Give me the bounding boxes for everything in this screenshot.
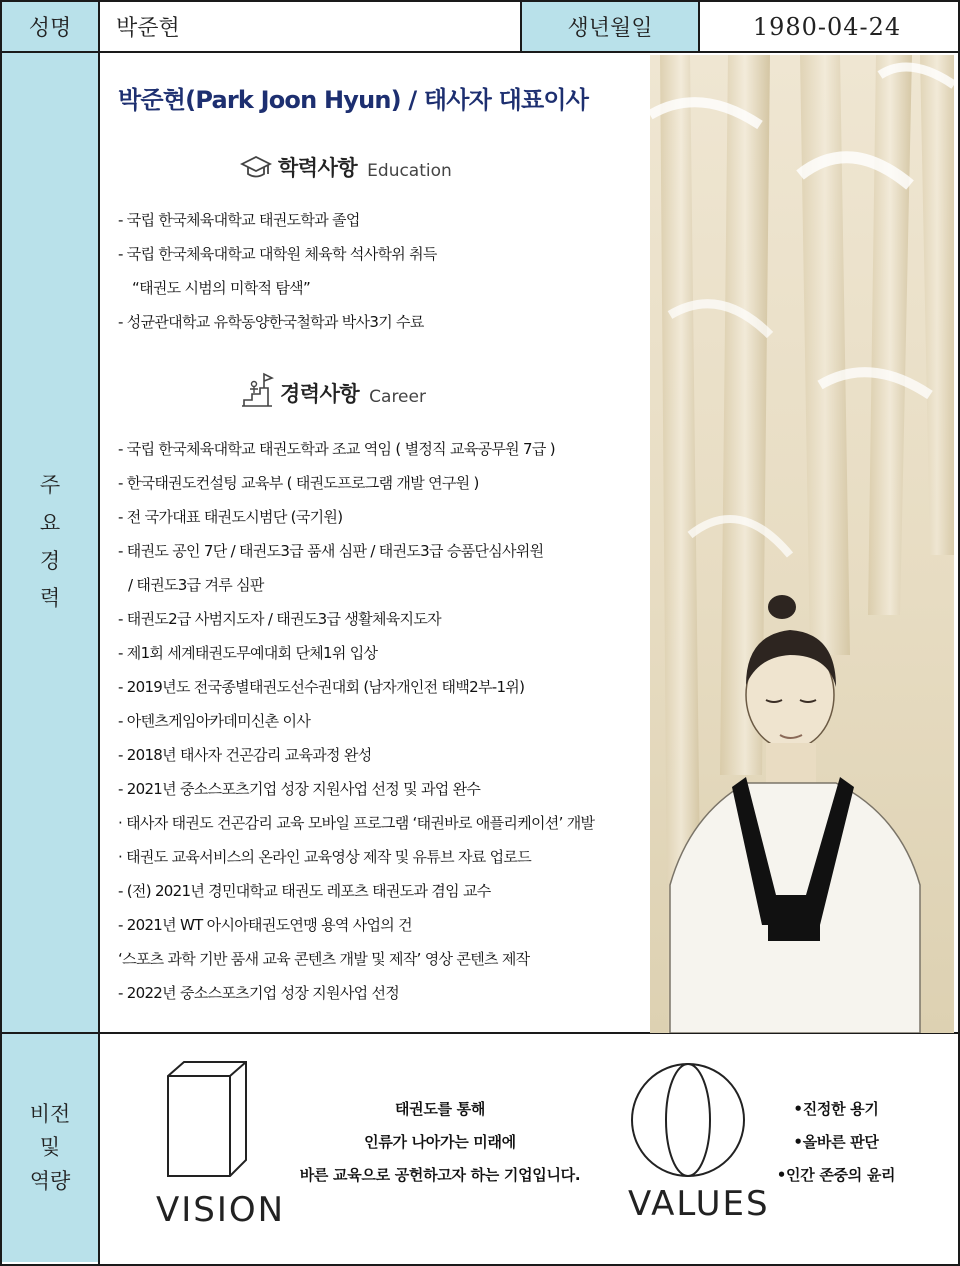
education-heading <box>240 152 452 182</box>
name-value: 박준현 <box>116 16 180 41</box>
value-line: •진정한 용기 <box>793 1100 879 1118</box>
values-word: VALUES <box>628 1184 770 1224</box>
career-item: - 제1회 세계태권도무예대회 단체1위 입상 <box>118 644 378 662</box>
header-divider <box>0 51 960 53</box>
career-item: · 태권도 교육서비스의 온라인 교육영상 제작 및 유튜브 자료 업로드 <box>118 848 532 866</box>
portrait-icon <box>650 55 954 1033</box>
page-title: 박준현(Park Joon Hyun) / 태사자 대표이사 <box>118 86 589 114</box>
career-heading-en: Career <box>369 387 426 407</box>
birth-value: 1980-04-24 <box>752 12 902 41</box>
career-item: - 전 국가대표 태권도시범단 (국기원) <box>118 508 343 526</box>
label-column-divider <box>98 0 100 1266</box>
career-item: - 한국태권도컨설팅 교육부 ( 태권도프로그램 개발 연구원 ) <box>118 474 479 492</box>
education-item: - 국립 한국체육대학교 대학원 체육학 석사학위 취득 <box>118 245 437 263</box>
career-item: - 아텐츠게임아카데미신촌 이사 <box>118 712 311 730</box>
vision-side-label: 비전 및 역량 <box>29 1101 71 1193</box>
header-divider-1 <box>520 0 522 53</box>
mission-line: 태권도를 통해 <box>394 1100 486 1118</box>
birth-label-cell <box>522 2 698 51</box>
portrait-illustration <box>650 55 954 1033</box>
career-item: - 태권도2급 사범지도자 / 태권도3급 생활체육지도자 <box>118 610 441 628</box>
career-item: - 국립 한국체육대학교 태권도학과 조교 역임 ( 별정직 교육공무원 7급 ) <box>118 440 555 458</box>
vision-side-label-cell <box>2 1034 98 1262</box>
career-item: - 2019년도 전국종별태권도선수권대회 (남자개인전 태백2부-1위) <box>118 678 525 696</box>
mission-line: 인류가 나아가는 미래에 <box>364 1133 516 1151</box>
globe-outline-icon <box>630 1062 746 1178</box>
value-line: •인간 존중의 윤리 <box>776 1166 896 1184</box>
career-item: - 2021년 중소스포츠기업 성장 지원사업 선정 및 과업 완수 <box>118 780 481 798</box>
name-label: 성명 <box>28 16 72 41</box>
education-item: - 국립 한국체육대학교 태권도학과 졸업 <box>118 211 360 229</box>
education-heading-en: Education <box>367 161 452 181</box>
career-side-label: 주 요 경 력 <box>39 472 61 611</box>
mission-line: 바른 교육으로 공헌하고자 하는 기업입니다. <box>299 1166 581 1184</box>
career-item: - 2018년 태사자 건곤감리 교육과정 완성 <box>118 746 372 764</box>
career-item: - 2022년 중소스포츠기업 성장 지원사업 선정 <box>118 984 400 1002</box>
career-stairs-flag-icon <box>240 372 274 408</box>
value-line: •올바른 판단 <box>793 1133 879 1151</box>
graduation-cap-icon <box>240 154 272 182</box>
career-item: - 2021년 WT 아시아태권도연맹 용역 사업의 건 <box>118 916 412 934</box>
birth-value-cell <box>700 2 954 51</box>
career-heading-ko: 경력사항 <box>280 382 360 406</box>
career-item: - 태권도 공인 7단 / 태권도3급 품새 심판 / 태권도3급 승품단심사위원 <box>118 542 544 560</box>
education-item: - 성균관대학교 유학동양한국철학과 박사3기 수료 <box>118 313 424 331</box>
career-item: · 태사자 태권도 건곤감리 교육 모바일 프로그램 ‘태권바로 애플리케이션’ 개발 <box>118 814 595 832</box>
box-outline-icon <box>166 1060 248 1178</box>
education-heading-ko: 학력사항 <box>278 156 358 180</box>
career-item: ‘스포츠 과학 기반 품새 교육 콘텐츠 개발 및 제작’ 영상 콘텐츠 제작 <box>118 950 530 968</box>
header-divider-2 <box>698 0 700 53</box>
career-item: / 태권도3급 겨루 심판 <box>128 576 264 594</box>
birth-label: 생년월일 <box>567 16 653 41</box>
name-value-cell <box>100 2 520 51</box>
career-heading <box>240 372 426 408</box>
name-label-cell <box>2 2 98 51</box>
career-side-label-cell <box>2 53 98 1032</box>
career-item: - (전) 2021년 경민대학교 태권도 레포츠 태권도과 겸임 교수 <box>118 882 491 900</box>
vision-word: VISION <box>156 1190 286 1230</box>
education-item: “태권도 시범의 미학적 탐색” <box>132 279 311 297</box>
